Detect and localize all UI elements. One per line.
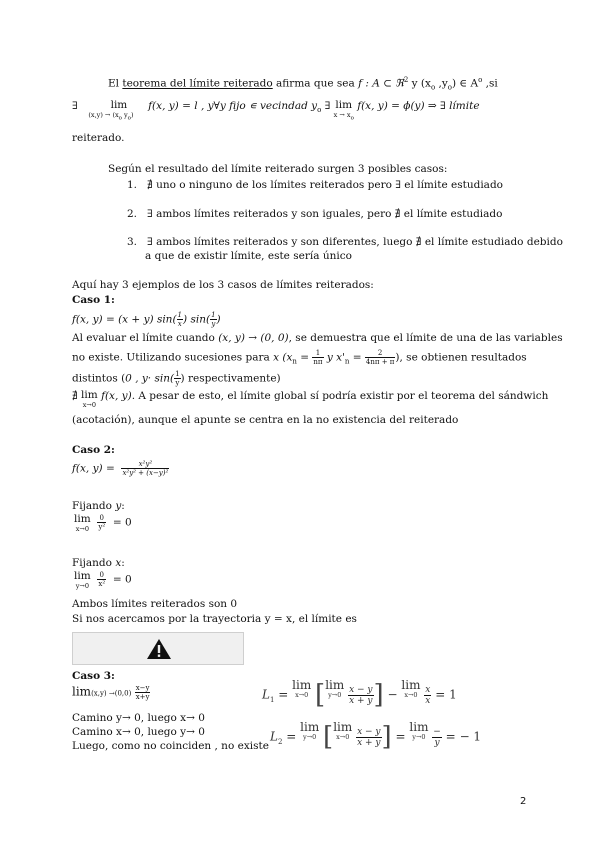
cases-intro: Según el resultado del límite reiterado surgen 3 posibles casos:: [108, 163, 448, 175]
intro-line-1: El teorema del límite reiterado afirma que sea f : A ⊂ ℜ$^2$ y ($x_o$ $,y_o$) ∈ $A^o$ ,si: [108, 76, 498, 92]
case-item-3: 3. ∃ ambos límites reiterados y son diferentes, luego ∄ el límite estudiado debido: [127, 236, 563, 248]
intro-line-2: ∃ lim $(x,y) \to (x_o$ $y_o$) f(x, y) = l , y∀y fijo ∊ vecindad $y_o$ ∃ lim $x \to x_o$ f(x, y) = ϕ(y) ⇒ ∃ límite: [72, 99, 480, 122]
case3-formula: lim(x,y) →(0,0) $\frac{x-y}{x+y}$: [72, 684, 150, 701]
missing-image-placeholder: [72, 632, 244, 665]
examples-intro: Aquí hay 3 ejemplos de los 3 casos de límites reiterados:: [72, 279, 374, 291]
limit-operator: lim $(x,y) \to (x_o$ $y_o$): [88, 99, 134, 122]
case1-formula: f(x, y) = (x + y) sin( $\frac{1}{x}$ ) sin( $\frac{1}{y}$ ): [72, 311, 221, 328]
case1-line5: (acotación), aunque el apunte se centra en la no existencia del reiterado: [72, 414, 459, 426]
case2-title: Caso 2:: [72, 444, 115, 456]
case1-line2: no existe. Utilizando sucesiones para x ($x_n$ = $\frac{1}{n\pi}$ y $x'_n$ = $\frac{2}{4n\pi + \pi}$ ), se obtienen resultados: [72, 349, 527, 366]
case1-line1: Al evaluar el límite cuando (x, y) → (0, 0), se demuestra que el límite de una de las variables: [72, 332, 563, 344]
case1-line4: ∄ lim x→0 f(x, y). A pesar de esto, el límite global sí podría existir por el teorema del sándwich: [72, 389, 549, 409]
case2-formula: f(x, y) = $\frac{\text{x²y²}}{\text{x²y² + (x−y)²}}$: [72, 460, 169, 477]
case-item-1: 1. ∄ uno o ninguno de los límites reiterados pero ∃ el límite estudiado: [127, 179, 503, 191]
case1-title: Caso 1:: [72, 294, 115, 306]
case-item-3-cont: a que de existir límite, este sería único: [145, 250, 352, 262]
case2-fix-y: Fijando y:: [72, 500, 125, 512]
case3-L1: $L_1 = \lim$ x→0 [lim y→0 $\frac{x - y}{x + y}$ ] − lim x→0 $\frac{x}{x}$ = 1: [262, 678, 457, 710]
case2-lim-x: lim y→0 $\frac{0}{\text{x²}}$ = 0: [74, 570, 132, 590]
case3-L2: $L_2 = \lim$ y→0 [lim x→0 $\frac{x - y}{x + y}$ ] = lim y→0 $\frac{-}{y}$ = − 1: [270, 720, 482, 752]
case3-title: Caso 3:: [72, 670, 115, 682]
intro-line-3: reiterado.: [72, 132, 125, 144]
case2-approach: Si nos acercamos por la trayectoria y = x, el límite es: [72, 613, 357, 625]
limit-operator-2: lim $x \to x_o$: [333, 99, 354, 122]
page-number: 2: [520, 796, 527, 807]
case3-path2: Camino x→ 0, luego y→ 0: [72, 726, 205, 738]
case-item-2: 2. ∃ ambos límites reiterados y son iguales, pero ∄ el límite estudiado: [127, 208, 503, 220]
case2-lim-y: lim x→0 $\frac{0}{\text{y²}}$ = 0: [74, 513, 132, 533]
case3-conclusion: Luego, como no coinciden , no existe: [72, 740, 269, 752]
theorem-link[interactable]: teorema del límite reiterado: [122, 77, 273, 90]
case2-both: Ambos límites reiterados son 0: [72, 598, 238, 610]
case1-line3: distintos (0 , y· sin( $\frac{1}{y}$ ) respectivamente): [72, 370, 281, 387]
warning-triangle-icon: [146, 638, 172, 660]
case2-fix-x: Fijando x:: [72, 557, 125, 569]
case3-path1: Camino y→ 0, luego x→ 0: [72, 712, 205, 724]
